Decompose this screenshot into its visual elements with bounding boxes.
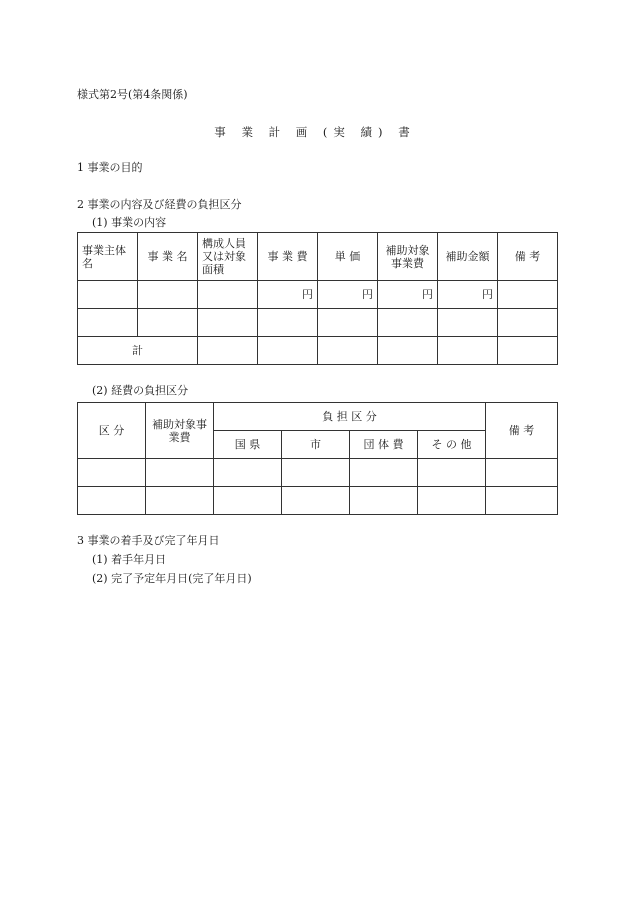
header-business-name: 事 業 名 [138,233,198,281]
header-subsidy-target-cost: 補助対象事業費 [146,403,214,459]
table-cell[interactable] [78,487,146,515]
table-cell[interactable] [486,487,558,515]
header-cost-share: 負 担 区 分 [214,403,486,431]
table-row [78,459,558,487]
business-content-table [77,232,558,365]
table-cell[interactable] [78,281,138,309]
table-cell[interactable] [146,487,214,515]
table-cell[interactable] [438,309,498,337]
unit-label: 円 [258,281,318,309]
header-subsidy-amount: 補助金額 [438,233,498,281]
table-header-row [78,403,558,431]
table-cell[interactable] [486,459,558,487]
header-organization-cost: 団 体 費 [350,431,418,459]
header-other: そ の 他 [418,431,486,459]
form-number: 様式第2号(第4条関係) [77,88,188,101]
table-cell[interactable] [318,337,378,365]
total-label: 計 [78,337,198,365]
table-cell[interactable] [350,487,418,515]
table-cell[interactable] [138,281,198,309]
unit-label: 円 [318,281,378,309]
table-cell[interactable] [498,337,558,365]
header-remarks: 備 考 [486,403,558,459]
table-cell[interactable] [78,459,146,487]
header-city: 市 [282,431,350,459]
table-row [78,309,558,337]
unit-label: 円 [378,281,438,309]
table-cell[interactable] [282,459,350,487]
document-title: 事 業 計 画 (実 績) 書 [214,125,416,139]
table-cell[interactable] [138,309,198,337]
header-business-cost: 事 業 費 [258,233,318,281]
header-remarks: 備 考 [498,233,558,281]
section-1-heading: 1 事業の目的 [77,161,143,174]
table-cell[interactable] [498,281,558,309]
header-business-entity: 事業主体名 [78,233,138,281]
cost-allocation-table [77,402,558,515]
subsection-2-2-heading: (2) 経費の負担区分 [92,384,189,397]
table-cell[interactable] [318,309,378,337]
subsection-3-2-heading: (2) 完了予定年月日(完了年月日) [92,572,252,585]
header-unit-price: 単 価 [318,233,378,281]
table-row [78,487,558,515]
header-subsidy-target-cost: 補助対象事業費 [378,233,438,281]
table-cell[interactable] [282,487,350,515]
table-cell[interactable] [146,459,214,487]
table-cell[interactable] [498,309,558,337]
subsection-3-1-heading: (1) 着手年月日 [92,553,167,566]
header-members-area: 構成人員又は対象面積 [198,233,258,281]
table-cell[interactable] [258,309,318,337]
table-cell[interactable] [418,459,486,487]
table-cell[interactable] [214,487,282,515]
unit-label: 円 [438,281,498,309]
table-total-row [78,337,558,365]
table-cell[interactable] [378,337,438,365]
table-cell[interactable] [438,337,498,365]
table-cell[interactable] [198,337,258,365]
table-row [78,281,558,309]
header-category: 区 分 [78,403,146,459]
table-cell[interactable] [378,309,438,337]
table-cell[interactable] [78,309,138,337]
header-national-prefectural: 国 県 [214,431,282,459]
table-cell[interactable] [258,337,318,365]
table-cell[interactable] [418,487,486,515]
table-header-row [78,233,558,281]
section-2-heading: 2 事業の内容及び経費の負担区分 [77,198,242,211]
table-cell[interactable] [350,459,418,487]
section-3-heading: 3 事業の着手及び完了年月日 [77,534,220,547]
subsection-2-1-heading: (1) 事業の内容 [92,216,167,229]
table-cell[interactable] [198,281,258,309]
table-cell[interactable] [198,309,258,337]
table-cell[interactable] [214,459,282,487]
